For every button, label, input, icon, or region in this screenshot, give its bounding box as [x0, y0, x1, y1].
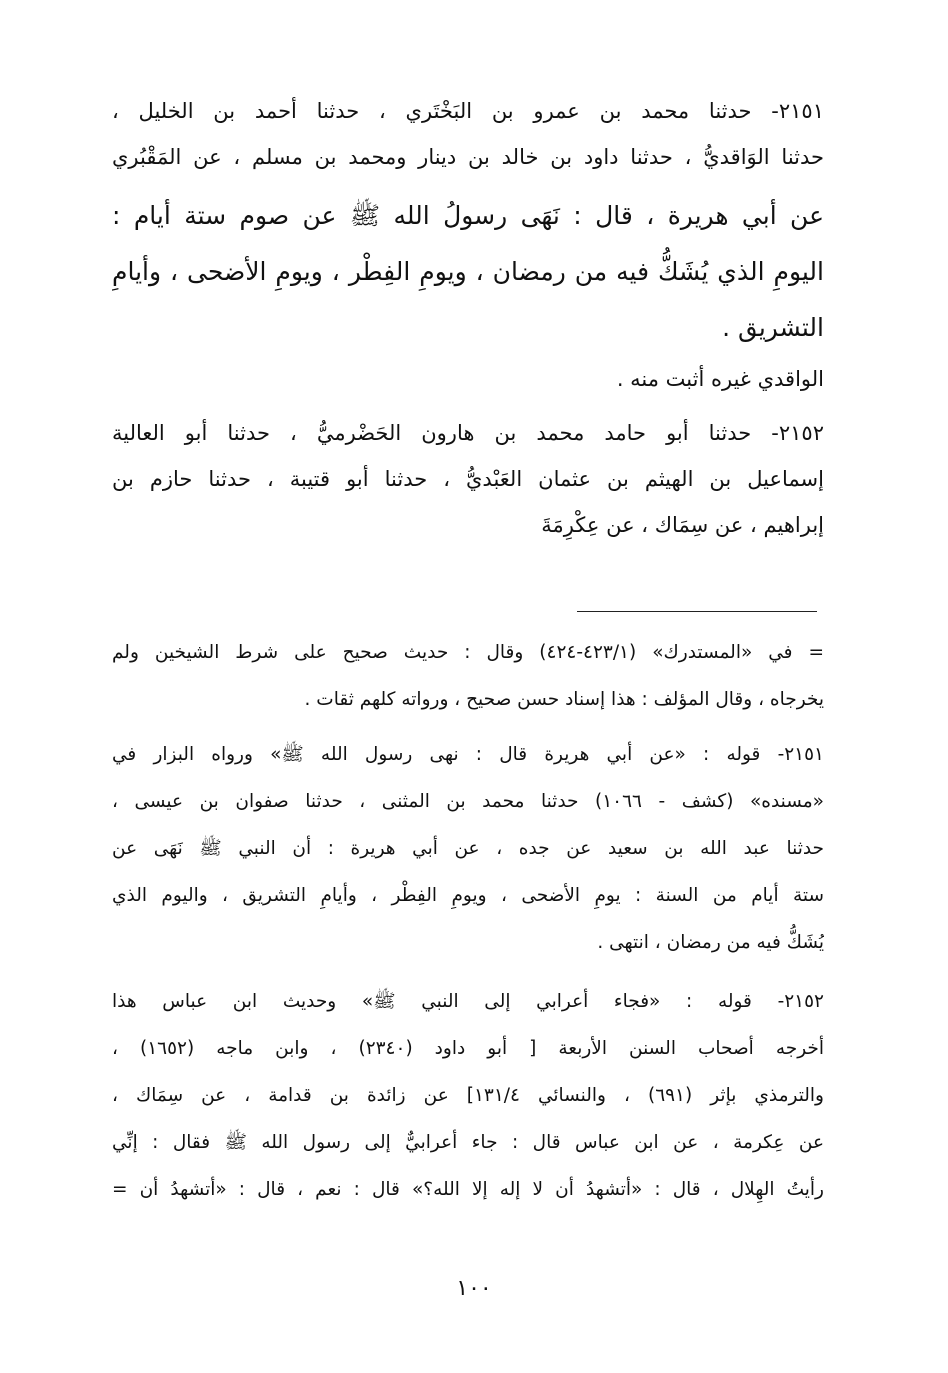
text-line: ٢١٥٢- حدثنا أبو حامد محمد بن هارون الحَضْرميُّ ، حدثنا أبو العالية — [112, 421, 824, 445]
main-text — [112, 88, 824, 548]
footnote-line: ٢١٥١- قوله : «عن أبي هريرة قال : نهى رسول الله ﷺ» ورواه البزار في — [112, 744, 824, 765]
text-line: اليومِ الذي يُشَكُّ فيه من رمضان ، ويومِ الفِطْر ، ويومِ الأضحى ، وأيامِ — [112, 257, 824, 286]
footnote-line: رأيتُ الهِلال ، قال : «أتشهدُ أن لا إله إلا الله؟» قال : نعم ، قال : «أتشهدُ أن = — [112, 1179, 824, 1200]
page-number: ١٠٠ — [456, 1276, 492, 1301]
footnotes — [112, 629, 824, 1213]
footnote-line: حدثنا عبد الله بن سعيد عن جده ، عن أبي هريرة : أن النبي ﷺ نَهَى عن — [112, 838, 824, 859]
footnote-line: «مسنده» (كشف - ١٠٦٦) حدثنا محمد بن المثنى ، حدثنا صفوان بن عيسى ، — [112, 791, 824, 812]
footnote-line: = في «المستدرك» (٤٢٣/١-٤٢٤) وقال : حديث صحيح على شرط الشيخين ولم — [112, 642, 824, 663]
footnote-separator — [577, 611, 817, 612]
text-line: عن أبي هريرة ، قال : نَهَى رسولُ الله ﷺ عن صوم ستة أيام : — [112, 201, 824, 230]
footnote-2152 — [112, 978, 824, 1213]
hadith-2151-matn — [112, 188, 824, 356]
footnote-line: يُشَكُّ فيه من رمضان ، انتهى . — [597, 932, 824, 953]
text-line: إبراهيم ، عن سِمَاك ، عن عِكْرِمَةَ — [541, 513, 824, 537]
footnote-line: ٢١٥٢- قوله : «فجاء أعرابي إلى النبي ﷺ» وحديث ابن عباس هذا — [112, 991, 824, 1012]
text-line: الواقدي غيره أثبت منه . — [616, 367, 824, 391]
hadith-2151-isnad — [112, 88, 824, 180]
footnote-continuation — [112, 629, 824, 723]
footnote-line: عن عِكرمة ، عن ابن عباس قال : جاء أعرابيٌّ إلى رسول الله ﷺ فقال : إنِّي — [112, 1132, 824, 1153]
footnote-line: ستة أيام من السنة : يومِ الأضحى ، ويومِ الفِطْر ، وأيامِ التشريق ، واليوم الذي — [112, 885, 824, 906]
hadith-2151-note — [112, 356, 824, 402]
text-line: ٢١٥١- حدثنا محمد بن عمرو بن البَخْتَري ، حدثنا أحمد بن الخليل ، — [112, 99, 824, 123]
text-line: التشريق . — [722, 313, 824, 342]
footnote-line: أخرجه أصحاب السنن الأربعة [ أبو داود (٢٣٤٠) ، وابن ماجه (١٦٥٢) ، — [112, 1038, 824, 1059]
hadith-2152-isnad — [112, 410, 824, 548]
footnote-line: والترمذي بإثر (٦٩١) ، والنسائي ١٣١/٤] عن زائدة بن قدامة ، عن سِمَاك ، — [112, 1085, 824, 1106]
text-line: حدثنا الوَاقديُّ ، حدثنا داود بن خالد بن دينار ومحمد بن مسلم ، عن المَقْبُري — [112, 145, 824, 169]
text-line: إسماعيل بن الهيثم بن عثمان العَبْديُّ ، حدثنا أبو قتيبة ، حدثنا حازم بن — [112, 467, 824, 491]
footnote-line: يخرجاه ، وقال المؤلف : هذا إسناد حسن صحيح ، ورواته كلهم ثقات . — [304, 689, 824, 710]
footnote-2151 — [112, 731, 824, 966]
